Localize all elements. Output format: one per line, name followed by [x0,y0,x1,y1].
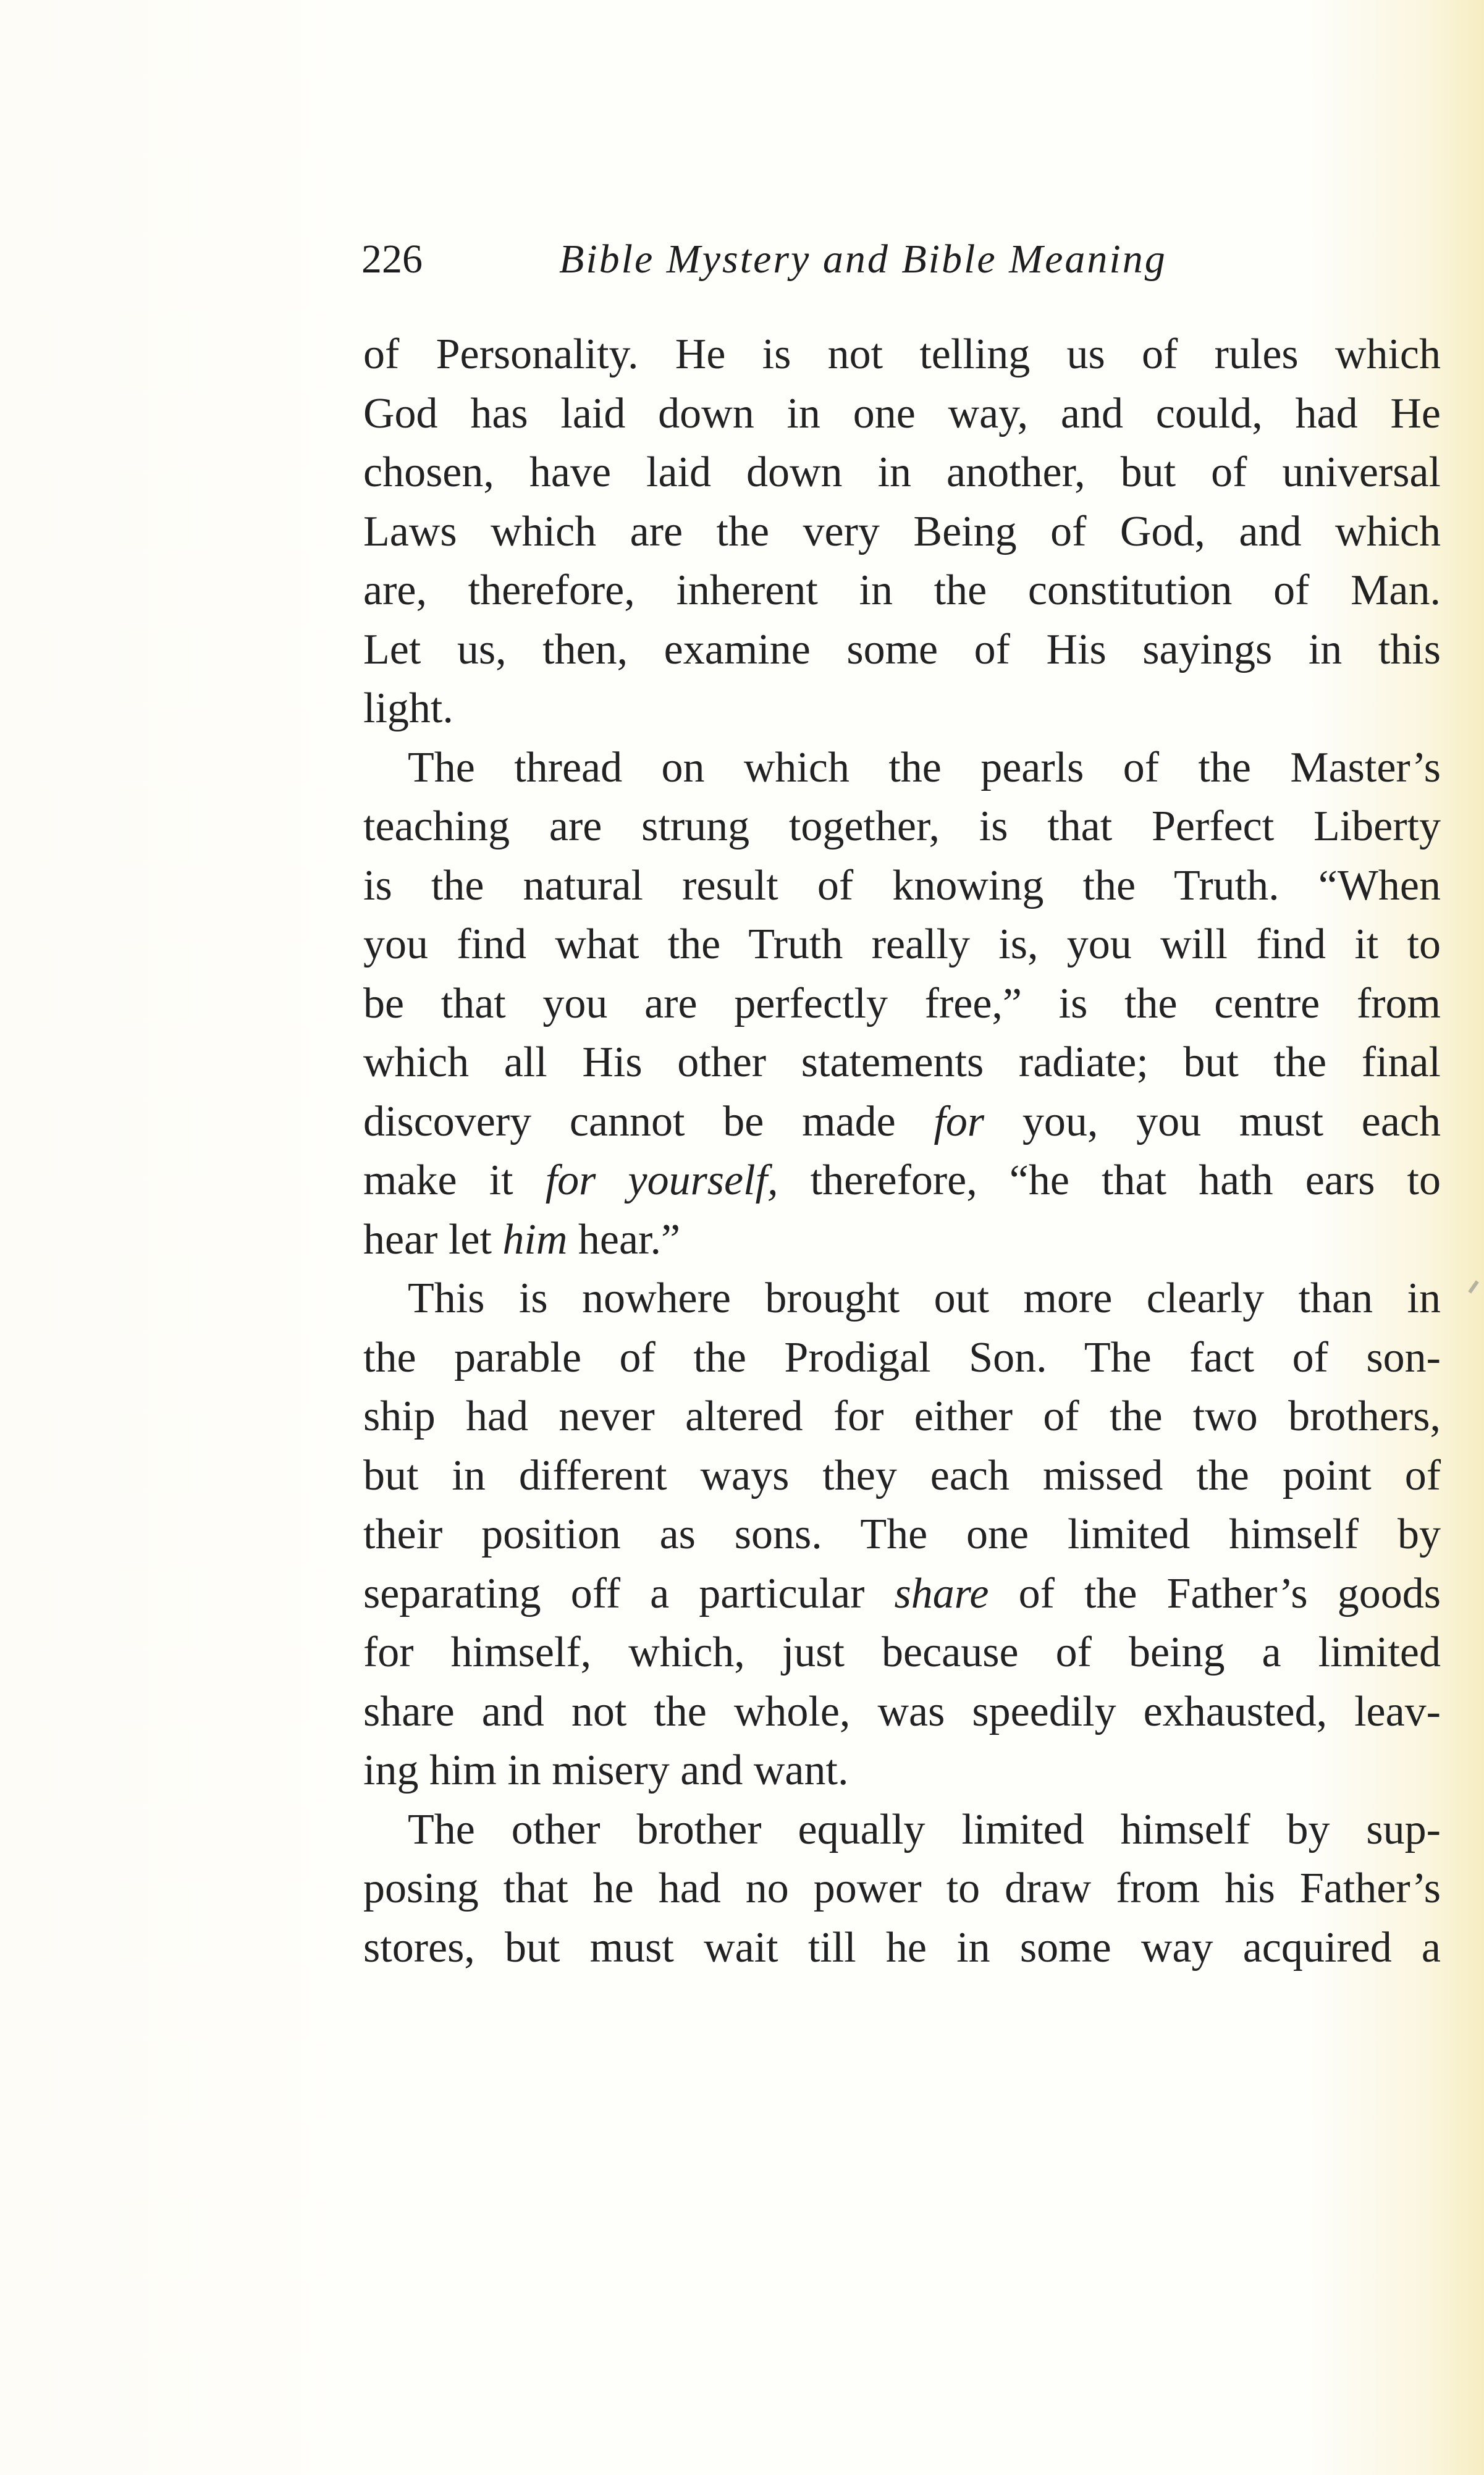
italic-emphasis: share [894,1569,989,1617]
text-line: stores, but must wait till he in some way acquired a [363,1923,1441,1971]
text-line: teaching are strung together, is that Perfect Liberty [363,803,1441,850]
italic-emphasis: for [934,1097,985,1145]
text-line: you find what the Truth really is, you will find it to [363,921,1441,968]
text-line: are, therefore, inherent in the constitution of Man. [363,567,1441,614]
text-line: Let us, then, examine some of His sayings in this [363,625,1441,673]
text-run: hear.” [567,1215,681,1263]
text-line: The thread on which the pearls of the Master’s [408,743,1441,791]
page-header [361,229,1263,290]
text-run: you, you must each [984,1097,1441,1145]
italic-emphasis: for yourself, [545,1157,778,1204]
text-line: for himself, which, just because of being a limited [363,1629,1441,1676]
italic-emphasis: him [502,1215,568,1263]
text-line: ing him in misery and want. [363,1747,849,1794]
text-line: ship had never altered for either of the two brothers, [363,1393,1441,1440]
text-line: is the natural result of knowing the Truth. “When [363,861,1441,909]
text-line-with-italic [363,1151,1441,1210]
text-line-with-italic [363,1564,1441,1624]
text-line: posing that he had no power to draw from his Father’s [363,1865,1441,1912]
text-line: God has laid down in one way, and could, had He [363,389,1441,437]
text-line: chosen, have laid down in another, but of universal [363,449,1441,496]
body-text [363,325,1441,1977]
text-run: discovery cannot be made [363,1097,934,1145]
text-line: but in different ways they each missed the point of [363,1451,1441,1499]
text-run: of the Father’s goods [989,1569,1441,1617]
text-line: The other brother equally limited himself by sup- [408,1805,1441,1853]
text-line: light. [363,685,453,732]
margin-mark [1468,1280,1479,1293]
text-run: therefore, “he that hath ears to [778,1157,1441,1204]
text-line: This is nowhere brought out more clearly than in [408,1275,1441,1322]
text-line: the parable of the Prodigal Son. The fact of son- [363,1333,1441,1381]
text-run: hear let [363,1215,503,1263]
page-number: 226 [361,237,423,282]
text-line: Laws which are the very Being of God, and which [363,507,1441,555]
text-run: make it [363,1157,546,1204]
text-line: their position as sons. The one limited himself by [363,1511,1441,1558]
text-line: of Personality. He is not telling us of rules which [363,331,1441,378]
text-line: share and not the whole, was speedily exhausted, leav- [363,1687,1441,1735]
running-title: Bible Mystery and Bible Meaning [559,237,1167,282]
text-line: be that you are perfectly free,” is the centre from [363,979,1441,1027]
text-line-with-italic [363,1210,1441,1270]
text-line-with-italic [363,1092,1441,1152]
text-run: separating off a particular [363,1569,895,1617]
text-line: which all His other statements radiate; but the final [363,1039,1441,1086]
